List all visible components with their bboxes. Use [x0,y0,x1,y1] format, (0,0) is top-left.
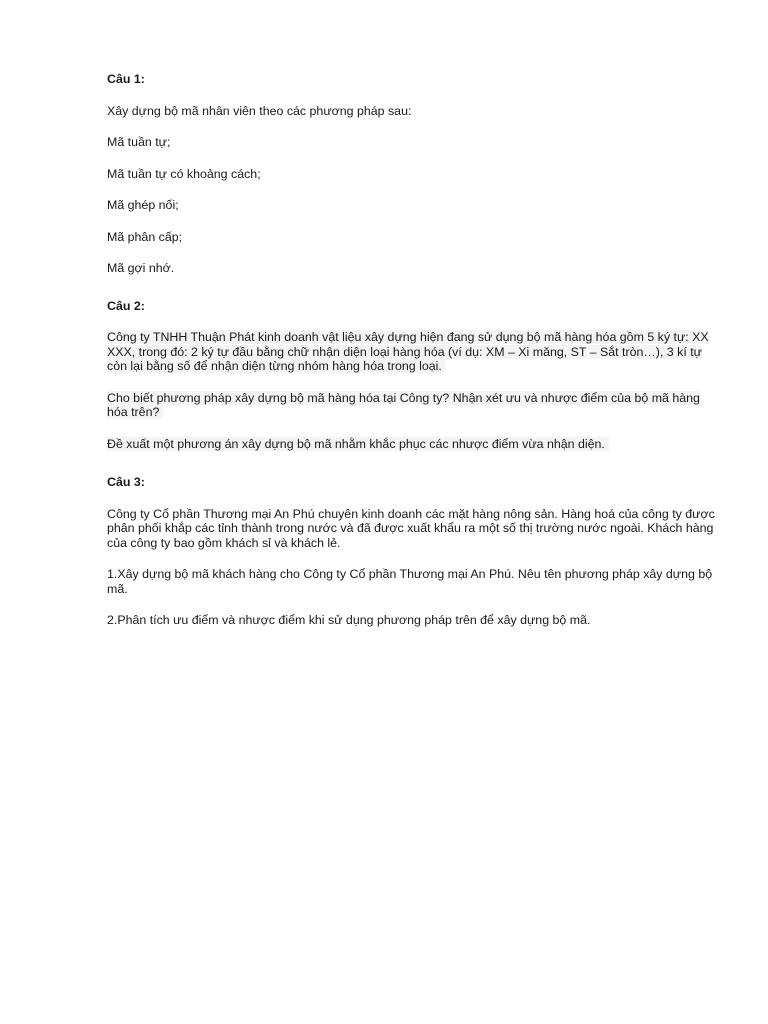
question-3-task-1: 1.Xây dựng bộ mã khách hàng cho Công ty Cổ phần Thương mại An Phú. Nêu tên phương pháp xây dựng bộ mã. [107,567,713,596]
document-page [107,72,717,628]
question-1-title: Câu 1: [107,72,145,86]
question-1 [107,72,717,276]
question-2-context [107,330,717,374]
question-2-task-2 [107,437,717,452]
method-sequential: Mã tuần tự; [107,135,171,149]
question-2-task-1 [107,391,717,420]
question-3 [107,475,717,628]
question-3-title: Câu 3: [107,475,145,489]
method-mnemonic: Mã gợi nhớ. [107,261,175,275]
method-hierarchical: Mã phân cấp; [107,229,183,244]
question-2-context-text: Công ty TNHH Thuận Phát kinh doanh vật liệu xây dựng hiện đang sử dụng bộ mã hàng hóa gồm 5 ký tự: XX XXX, trong đó: 2 ký tự đầu bằng chữ nhận diện loại hàng hóa (ví dụ: XM – Xi măng, ST – Sắt tròn…), 3 kí tự còn lại bằng số để nhận diện từng nhóm hàng hóa trong loại. [107,330,709,373]
question-2-task-2-text: Đề xuất một phương án xây dựng bộ mã nhằm khắc phục các nhược điểm vừa nhận diện. [107,437,609,451]
question-3-task-2: 2.Phân tích ưu điểm và nhược điểm khi sử dụng phương pháp trên để xây dựng bộ mã. [107,613,591,627]
question-2-task-1-text: Cho biết phương pháp xây dựng bộ mã hàng hóa tại Công ty? Nhận xét ưu và nhược điểm của bộ mã hàng hóa trên? [107,390,700,419]
method-concatenated: Mã ghép nối; [107,198,179,212]
question-2-title: Câu 2: [107,298,145,313]
question-3-context: Công ty Cổ phần Thương mại An Phú chuyên kinh doanh các mặt hàng nông sản. Hàng hoá của công ty được phân phối khắp các tỉnh thành trong nước và đã được xuất khẩu ra một số thị trường nước ngoài. Khách hàng của công ty bao gồm khách sỉ và khách lẻ. [107,506,715,550]
question-2 [107,299,717,452]
question-1-intro: Xây dựng bộ mã nhân viên theo các phương pháp sau: [107,103,412,118]
method-sequential-gap: Mã tuần tự có khoảng cách; [107,166,261,181]
